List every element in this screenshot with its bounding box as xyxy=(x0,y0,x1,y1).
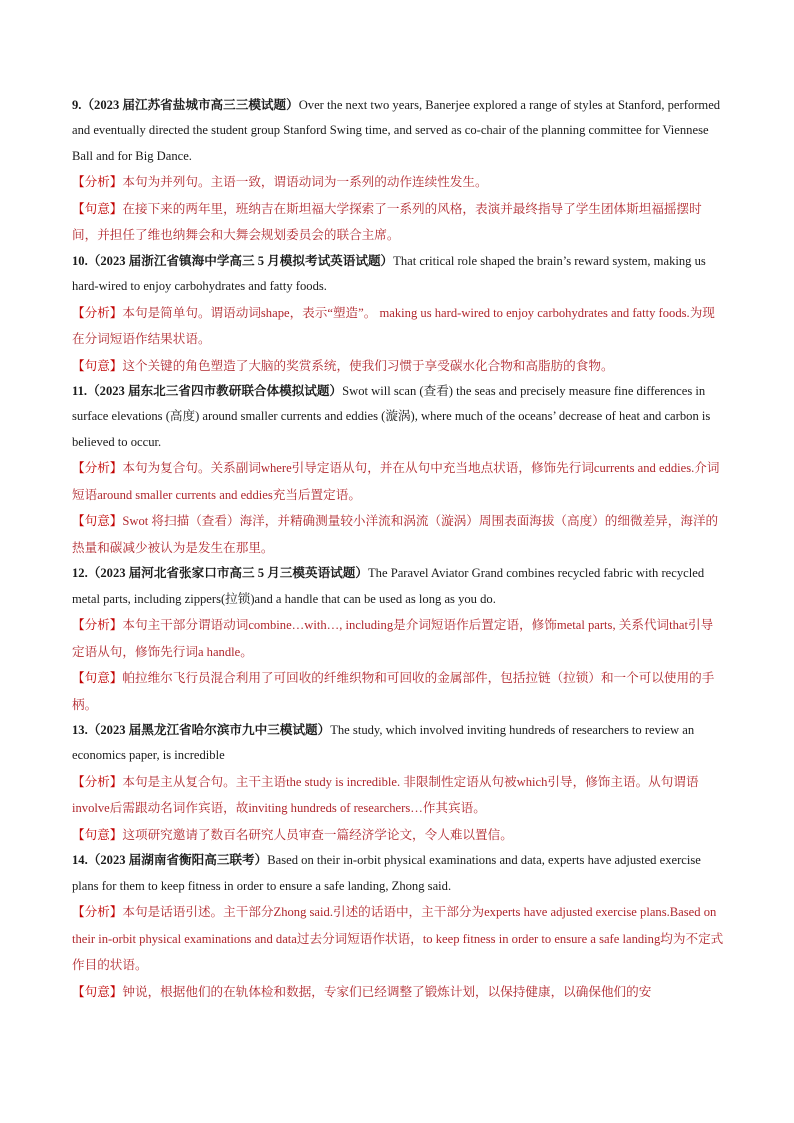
question-number: 10. xyxy=(72,253,88,268)
meaning-line: 【句意】钟说，根据他们的在轨体检和数据，专家们已经调整了锻炼计划，以保持健康，以确保他们的安 xyxy=(72,984,652,999)
question-number: 9. xyxy=(72,98,82,112)
analysis-line: 【分析】本句主干部分谓语动词combine…with…, including是介词短语作后置定语，修饰metal parts, 关系代词that引导定语从句，修饰先行词a handle。 xyxy=(72,618,714,659)
meaning-label: 【句意】 xyxy=(72,827,123,842)
analysis-label: 【分析】 xyxy=(72,618,123,633)
question-9 xyxy=(72,93,724,249)
english-sentence: Over the next two years, Banerjee explored a range of styles at Stanford, performed and eventually directed the student group Stanford Swing time, and served as co-chair of the planning committee for Viennese Ball and for Big Dance. xyxy=(72,98,721,163)
question-sentence xyxy=(72,561,724,612)
question-10 xyxy=(72,249,724,379)
meaning-label: 【句意】 xyxy=(72,358,123,373)
meaning-line: 【句意】帕拉维尔飞行员混合利用了可回收的纤维织物和可回收的金属部件，包括拉链（拉锁）和一个可以使用的手柄。 xyxy=(72,671,715,712)
meaning-label: 【句意】 xyxy=(72,671,123,686)
meaning-label: 【句意】 xyxy=(72,514,123,529)
meaning-label: 【句意】 xyxy=(72,984,123,999)
analysis-line: 【分析】本句是主从复合句。主干主语the study is incredible. 非限制性定语从句被which引导，修饰主语。从句谓语involve后需跟动名词作宾语，故inviting hundreds of researchers…作其宾语。 xyxy=(72,774,699,816)
question-number: 11. xyxy=(72,384,88,399)
analysis-label: 【分析】 xyxy=(72,905,123,920)
question-sentence xyxy=(72,249,724,300)
question-source: （2023 届浙江省镇海中学高三 5 月模拟考试英语试题） xyxy=(87,253,394,268)
question-12 xyxy=(72,561,724,718)
question-number: 13. xyxy=(72,723,88,738)
meaning-line: 【句意】这项研究邀请了数百名研究人员审查一篇经济学论文，令人难以置信。 xyxy=(72,827,513,842)
analysis-line: 【分析】本句为并列句。主语一致，谓语动词为一系列的动作连续性发生。 xyxy=(72,175,488,190)
question-sentence xyxy=(72,848,724,899)
analysis-line: 【分析】本句是话语引述。主干部分Zhong said.引述的话语中，主干部分为experts have adjusted exercise plans.Based on their in-orbit physical examinations and data过去分词短语作状语，to keep fitness in order to ensure a safe landing均为不定式作目的状语。 xyxy=(72,905,724,973)
meaning-line: 【句意】这个关键的角色塑造了大脑的奖赏系统，使我们习惯于享受碳水化合物和高脂肪的食物。 xyxy=(72,358,614,373)
question-14 xyxy=(72,848,724,1005)
analysis-label: 【分析】 xyxy=(72,461,123,476)
english-sentence: That critical role shaped the brain’s reward system, making us hard-wired to enjoy carbohydrates and fatty foods. xyxy=(72,253,706,294)
meaning-line: 【句意】在接下来的两年里，班纳吉在斯坦福大学探索了一系列的风格，表演并最终指导了学生团体斯坦福摇摆时间，并担任了维也纳舞会和大舞会规划委员会的联合主席。 xyxy=(72,201,702,243)
analysis-label: 【分析】 xyxy=(72,774,123,789)
english-sentence: Swot will scan (查看) the seas and precisely measure fine differences in surface elevations (高度) around smaller currents and eddies (漩涡), where much of the oceans’ decrease of heat and carbon is believed to occur. xyxy=(72,384,711,449)
meaning-line: 【句意】Swot 将扫描（查看）海洋，并精确测量较小洋流和涡流（漩涡）周围表面海拔（高度）的细微差异，海洋的热量和碳减少被认为是发生在那里。 xyxy=(72,514,719,555)
page-content xyxy=(72,93,724,1005)
analysis-line: 【分析】本句为复合句。关系副词where引导定语从句，并在从句中充当地点状语，修饰先行词currents and eddies.介词短语around smaller currents and eddies充当后置定语。 xyxy=(72,461,720,502)
question-13 xyxy=(72,718,724,848)
analysis-label: 【分析】 xyxy=(72,305,123,320)
english-sentence: Based on their in-orbit physical examinations and data, experts have adjusted exercise plans for them to keep fitness in order to ensure a safe landing, Zhong said. xyxy=(72,853,701,893)
question-source: （2023 届湖南省衡阳高三联考） xyxy=(87,853,268,868)
question-source: （2023 届东北三省四市教研联合体模拟试题） xyxy=(87,384,343,399)
meaning-label: 【句意】 xyxy=(72,201,123,216)
question-sentence xyxy=(72,379,724,455)
question-number: 12. xyxy=(72,566,88,581)
question-sentence xyxy=(72,93,724,169)
question-source: （2023 届河北省张家口市高三 5 月三模英语试题） xyxy=(87,566,368,581)
english-sentence: The Paravel Aviator Grand combines recycled fabric with recycled metal parts, including zippers(拉锁)and a handle that can be used as long as you do. xyxy=(72,566,705,606)
english-sentence: The study, which involved inviting hundreds of researchers to review an economics paper, is incredible xyxy=(72,723,695,763)
analysis-line: 【分析】本句是简单句。谓语动词shape，表示“塑造”。 making us hard-wired to enjoy carbohydrates and fatty foods.为现在分词短语作结果状语。 xyxy=(72,305,715,347)
question-number: 14. xyxy=(72,853,88,868)
question-11 xyxy=(72,379,724,561)
question-source: （2023 届江苏省盐城市高三三模试题） xyxy=(81,98,299,112)
analysis-label: 【分析】 xyxy=(72,175,123,190)
question-source: （2023 届黑龙江省哈尔滨市九中三模试题） xyxy=(87,723,331,738)
question-sentence xyxy=(72,718,724,769)
